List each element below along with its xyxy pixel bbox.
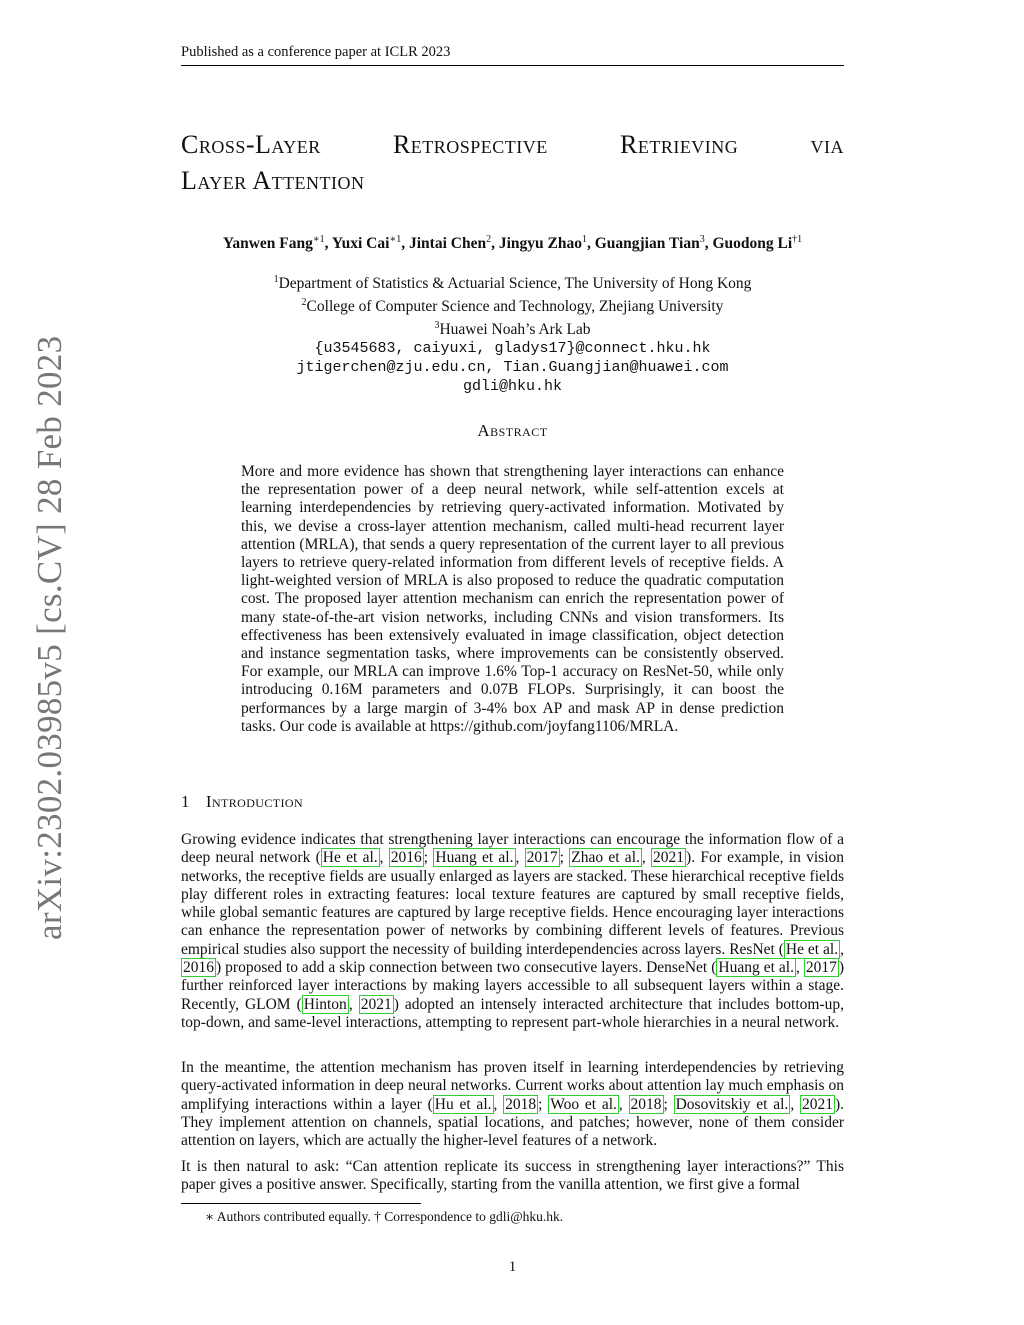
paragraph-text: It is then natural to ask: “Can attention replicate its success in strengthening layer interactions?” This paper gives a positive answer. Specifically, starting from the vanilla attention, we first give a formal (181, 1158, 844, 1194)
author: Guangjian Tian$^3$, (594, 234, 713, 253)
citation-link[interactable]: 2017 (805, 959, 837, 977)
intro-paragraph-1 (181, 831, 844, 1032)
author: Yuxi Cai$^{∗1}$, (331, 234, 409, 253)
citation-link[interactable]: Dosovitskiy et al. (675, 1095, 789, 1113)
author: Guodong Li$^{\dagger 1}$ (712, 234, 803, 253)
paragraph-text: , (515, 849, 525, 867)
citation-link[interactable]: Huang et al. (435, 849, 514, 867)
intro-paragraph-2 (181, 1059, 844, 1150)
paragraph-text: ; (538, 1095, 549, 1113)
author-list (181, 234, 844, 253)
paper-title-line-2: Layer Attention (181, 166, 365, 195)
abstract-text: More and more evidence has shown that strengthening layer interactions can enhance the representation power of a deep neural network, while self-attention excels at learning interdependencies by retrieving query-activated information. Motivated by this, we devise a cross-layer attention mechanism, called multi-head recurrent layer attention (MRLA), that sends a query representation of the current layer to all previous layers to retrieve query-related information from different levels of receptive fields. A light-weighted version of MRLA is also proposed to reduce the quadratic computation cost. The proposed layer attention mechanism can enrich the representation power of many state-of-the-art vision networks, including CNNs and vision transformers. Its effectiveness has been extensively evaluated in image classification, object detection and instance segmentation tasks, where improvements can be consistently observed. For example, our MRLA can improve 1.6% Top-1 accuracy on ResNet-50, while only introducing 0.16M parameters and 0.07B FLOPs. Surprisingly, it can boost the performances by a large margin of 3-4% box AP and mask AP in dense prediction tasks. Our code is available at https://github.com/joyfang1106/MRLA. (241, 463, 784, 735)
paragraph-text: , (348, 995, 359, 1013)
paragraph-text: , (493, 1095, 504, 1113)
paragraph-text: , (379, 849, 389, 867)
paragraph-text: ). They implement attention on channels, spatial locations, and patches; however, none of them consider attention on layers, which are actually the higher-level features of a network. (181, 1095, 844, 1150)
paragraph-text: ). For example, in vision networks, the receptive fields are usually enlarged as layers are stacked. These hierarchical receptive fields play different roles in extracting features: local texture features are captured by small receptive fields, while global semantic features are captured by large receptive fields. Hence encouraging layer interactions can enhance the representation power of networks by combining different levels of features. Previous empirical studies also support the necessity of building interdependencies across layers. ResNet ( (181, 849, 845, 958)
paper-title-line-1: Cross-Layer Retrospective Retrieving via (181, 130, 844, 159)
citation-link[interactable]: Huang et al. (718, 959, 794, 977)
citation-link[interactable]: Hu et al. (434, 1095, 492, 1113)
paragraph-text: , (790, 1095, 800, 1113)
email-line: gdli@hku.hk (462, 378, 563, 396)
paragraph-text: , (618, 1095, 629, 1113)
citation-link[interactable]: 2016 (183, 959, 214, 977)
citation-link[interactable]: 2017 (526, 849, 558, 867)
affiliation: $^3$Huawei Noah’s Ark Lab (434, 320, 591, 339)
paragraph-text: ) proposed to add a skip connection between two consecutive layers. DenseNet ( (216, 959, 717, 977)
paragraph-text: ) adopted an intensely interacted architecture that includes bottom-up, top-down, and same-level interactions, attempting to represent part-whole hierarchies in a neural network. (181, 995, 845, 1031)
citation-link[interactable]: 2016 (390, 849, 422, 867)
paragraph-text: , (641, 849, 652, 867)
citation-link[interactable]: Hinton (303, 995, 347, 1013)
citation-link[interactable]: 2018 (505, 1095, 537, 1113)
section-number: 1 (181, 792, 190, 811)
page-number: 1 (508, 1259, 517, 1275)
citation-link[interactable]: Zhao et al. (571, 849, 640, 867)
paragraph-text: , (795, 959, 804, 977)
paragraph-text: ; (559, 849, 570, 867)
paragraph-text: ; (663, 1095, 674, 1113)
paragraph-text: ; (423, 849, 434, 867)
running-header: Published as a conference paper at ICLR 2023 (181, 44, 451, 60)
citation-link[interactable]: 2021 (653, 849, 685, 867)
paragraph-text: Growing evidence indicates that strengthening layer interactions can encourage the information flow of a deep neural network ( (181, 831, 844, 867)
email-line: jtigerchen@zju.edu.cn, Tian.Guangjian@huawei.com (296, 359, 729, 377)
author: Yanwen Fang$^{∗1}$, (222, 234, 332, 253)
citation-link[interactable]: 2018 (630, 1095, 662, 1113)
email-line: {u3545683, caiyuxi, gladys17}@connect.hku.hk (314, 340, 711, 358)
affiliation: $^1$Department of Statistics & Actuarial Science, The University of Hong Kong (273, 274, 752, 293)
citation-link[interactable]: He et al. (785, 940, 839, 958)
paragraph-text: , (840, 940, 844, 958)
abstract-heading: Abstract (477, 421, 548, 440)
citation-link[interactable]: He et al. (322, 849, 378, 867)
author: Jintai Chen$^2$, (408, 234, 499, 253)
affiliation-block (181, 270, 844, 396)
citation-link[interactable]: 2021 (360, 995, 392, 1013)
section-heading (181, 792, 303, 812)
citation-link[interactable]: Woo et al. (550, 1095, 617, 1113)
citation-link[interactable]: 2021 (801, 1095, 833, 1113)
author: Jingyu Zhao$^1$, (498, 234, 595, 253)
header-rule (181, 65, 844, 66)
footnote-rule (181, 1203, 421, 1204)
affiliation: $^2$College of Computer Science and Technology, Zhejiang University (301, 297, 724, 316)
paragraph-text: In the meantime, the attention mechanism has proven itself in learning interdependencies by retrieving query-activated information in deep neural networks. Current works about attention lay much emphasis on amplifying interactions within a layer ( (181, 1059, 844, 1113)
intro-paragraph-3 (181, 1158, 844, 1195)
arxiv-stamp[interactable]: arXiv:2302.03985v5 [cs.CV] 28 Feb 2023 (30, 335, 69, 940)
footnote: ∗ Authors contributed equally. † Correspondence to gdli@hku.hk. (205, 1209, 564, 1224)
paragraph-text: ) further reinforced layer interactions by making layers accessible to all subsequent layers within a stage. Recently, GLOM ( (181, 959, 845, 1013)
section-title: Introduction (205, 792, 304, 811)
